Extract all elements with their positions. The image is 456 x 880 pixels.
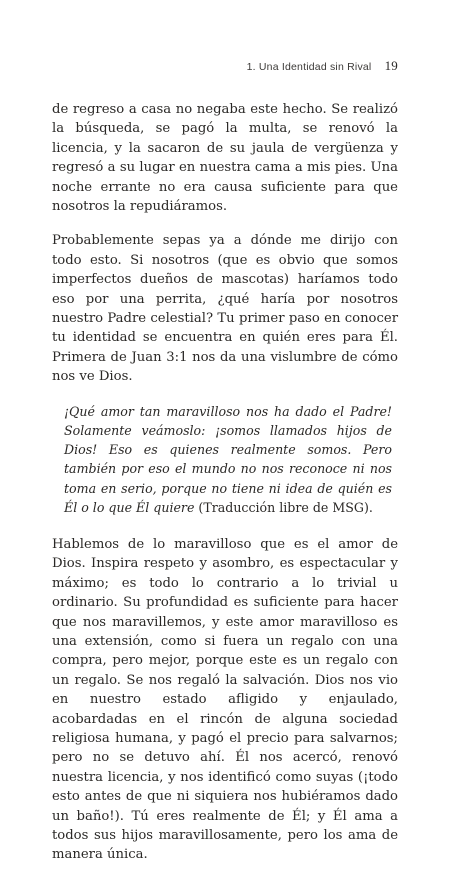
page-number: 19 (384, 58, 398, 73)
paragraph-1: de regreso a casa no negaba este hecho. Se realizó la búsqueda, se pagó la multa, se renovó la licencia, y la sacaron de su jaula de vergüenza y regresó a su lugar en nuestra cama a mis pies. Una noche errante no era causa suficiente para que nosotros la repudiáramos. (52, 102, 398, 215)
paragraph-3: Hablemos de lo maravilloso que es el amor de Dios. Inspira respeto y asombro, es espectacular y máximo; es todo lo contrario a lo trivial u ordinario. Su profundidad es suficiente para hacer que nos maravillemos, y este amor maravilloso es una extensión, como si fuera un regalo con una compra, pero mejor, porque este es un regalo con un regalo. Se nos regaló la salvación. Dios nos vio en nuestro estado afligido y enjaulado, acobardadas en el rincón de alguna sociedad religiosa humana, y pagó el precio para salvarnos; pero no se detuvo ahí. Él nos acercó, renovó nuestra licencia, y nos identificó como suyas (¡todo esto antes de que ni siquiera nos hubiéramos dado un baño!). Tú eres realmente de Él; y Él ama a todos sus hijos maravillosamente, pero los ama de manera única. (52, 536, 398, 863)
chapter-title: 1. Una Identidad sin Rival (246, 61, 372, 73)
running-header (56, 58, 398, 74)
page-body (52, 100, 398, 880)
quote-text: ¡Qué amor tan maravilloso nos ha dado el Padre! Solamente veámoslo: ¡somos llamados hijos de Dios! Eso es quienes realmente somos. Pero también por eso el mundo no nos reconoce ni nos toma en serio, porque no tiene ni idea de quién es Él o lo que Él quiere (64, 403, 392, 515)
scripture-quote (64, 402, 392, 517)
paragraph-2: Probablemente sepas ya a dónde me dirijo con todo esto. Si nosotros (que es obvio que somos imperfectos dueños de mascotas) haríamos todo eso por una perrita, ¿qué haría por nosotros nuestro Padre celestial? Tu primer paso en conocer tu identidad se encuentra en quién eres para Él. Primera de Juan 3:1 nos da una vislumbre de cómo nos ve Dios. (52, 233, 398, 385)
quote-source: (Traducción libre de MSG). (194, 499, 373, 515)
